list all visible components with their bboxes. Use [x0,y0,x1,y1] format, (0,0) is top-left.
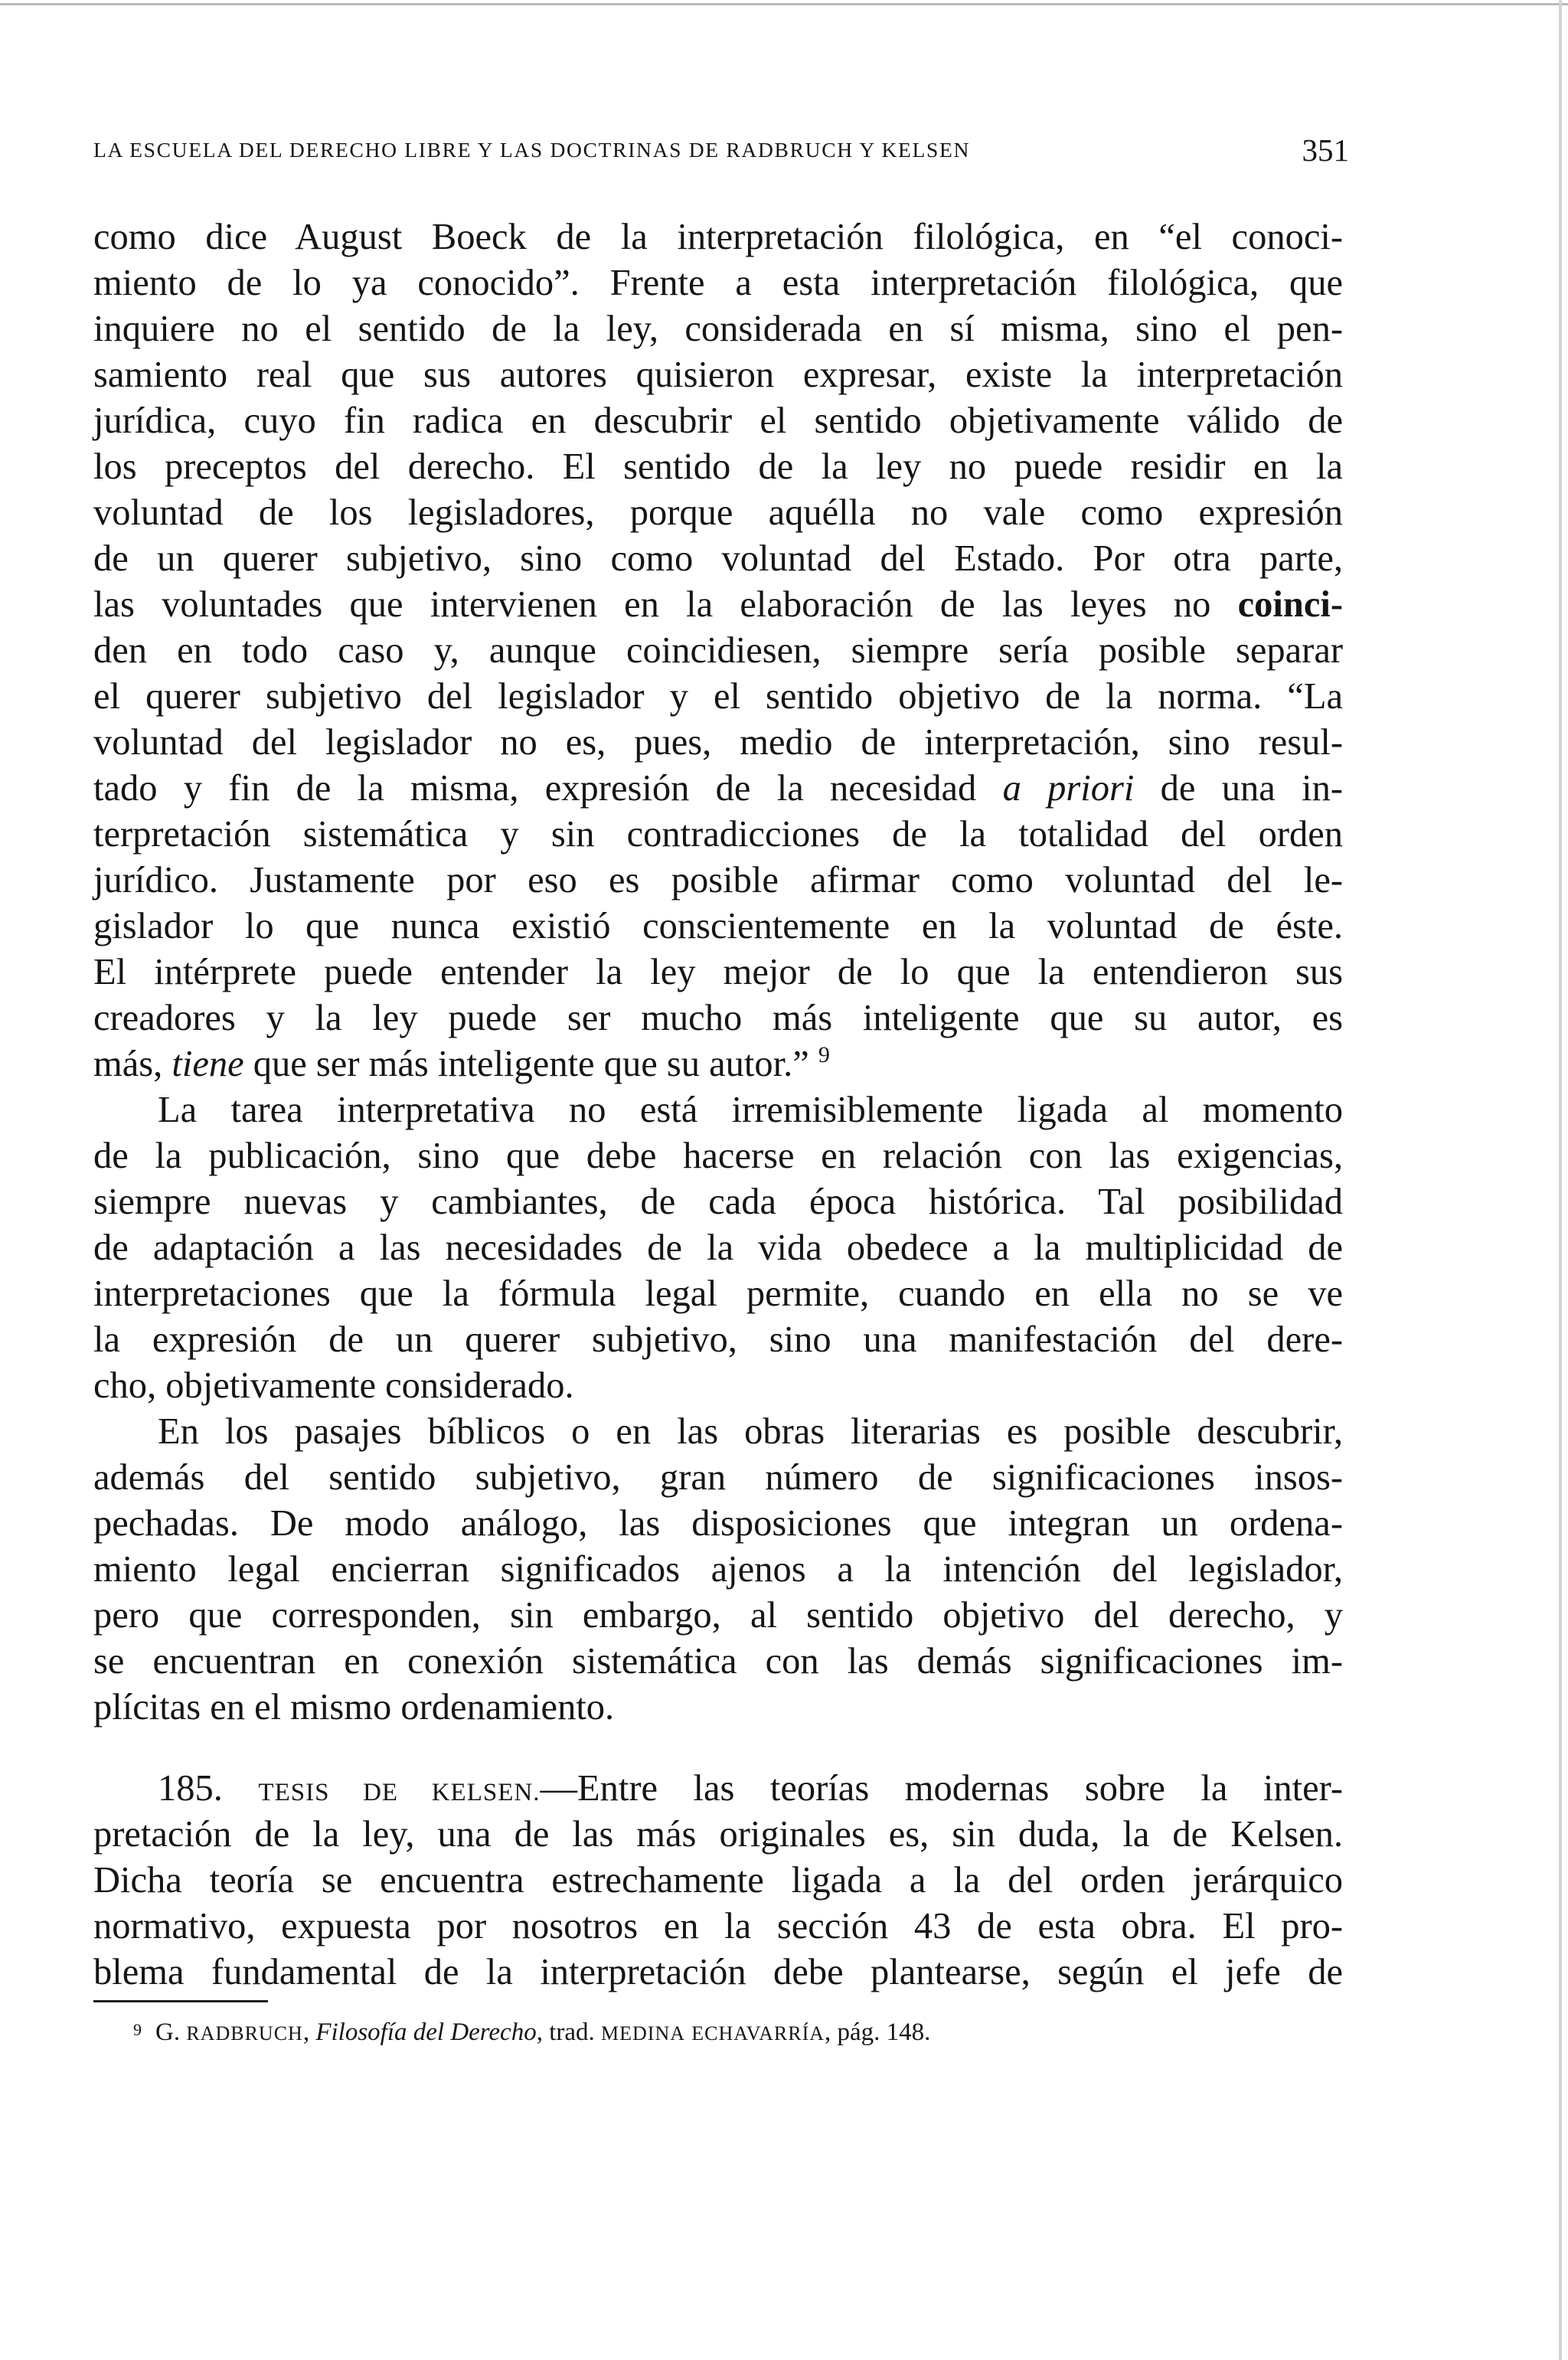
text-line: gislador lo que nunca existió conscientemente en la voluntad de éste. [93,906,1343,946]
text-line: plícitas en el mismo ordenamiento. [93,1687,615,1728]
text-line: cho, objetivamente considerado. [93,1365,574,1406]
text-line: pechadas. De modo análogo, las disposiciones que integran un ordena- [93,1503,1343,1544]
footnote-translator: ECHAVARRÍA [691,2022,825,2045]
text-line: se encuentran en conexión sistemática con las demás significaciones im- [93,1641,1343,1682]
footnote-rule [93,2000,268,2002]
text-run: de una in- [1134,768,1343,809]
text-line: samiento real que sus autores quisieron expresar, existe la interpretación [93,355,1343,395]
text-line: de adaptación a las necesidades de la vida obedece a la multiplicidad de [93,1227,1343,1268]
italic-text-run: tiene [172,1044,244,1084]
text-line: Dicha teoría se encuentra estrechamente ligada a la del orden jerárquico [93,1860,1343,1901]
text-line: den en todo caso y, aunque coincidiesen, siempre sería posible separar [93,630,1343,671]
text-line: terpretación sistemática y sin contradicciones de la totalidad del orden [93,814,1343,855]
text-line: voluntad de los legisladores, porque aquélla no vale como expresión [93,492,1343,533]
text-line: jurídica, cuyo fin radica en descubrir el sentido objetivamente válido de [93,400,1343,441]
text-line: pretación de la ley, una de las más originales es, sin duda, la de Kelsen. [93,1814,1343,1855]
text-line: miento de lo ya conocido”. Frente a esta interpretación filológica, que [93,263,1343,303]
text-line: blema fundamental de la interpretación debe plantearse, según el jefe de [93,1952,1343,1992]
running-title: LA ESCUELA DEL DERECHO LIBRE Y LAS DOCTRINAS DE RADBRUCH Y KELSEN [93,138,971,162]
text-line: voluntad del legislador no es, pues, medio de interpretación, sino resul- [93,722,1343,763]
body-text [93,214,1343,1996]
text-line: miento legal encierran significados ajenos a la intención del legislador, [93,1549,1343,1590]
footnote-reference[interactable]: 9 [818,1042,830,1067]
text-line: La tarea interpretativa no está irremisiblemente ligada al momento [158,1090,1343,1130]
text-line: inquiere no el sentido de la ley, considerada en sí misma, sino el pen- [93,309,1343,349]
scan-edge-top [0,3,1568,5]
footnote-pages: , pág. 148. [825,2018,931,2046]
footnote-separator: , trad. [536,2018,602,2046]
section-heading-line [93,1766,1343,1812]
section-title: TESIS DE KELSEN. [258,1779,541,1806]
text-line [93,766,1343,812]
footnote-translator: MEDINA [601,2022,686,2045]
page-number: 351 [1302,132,1349,168]
text-line: de la publicación, sino que debe hacerse en relación con las exigencias, [93,1136,1343,1176]
text-line [93,582,1343,628]
text-line: El intérprete puede entender la ley mejor de lo que la entendieron sus [93,952,1343,992]
text-line [93,1041,1343,1087]
section-number: 185. [158,1768,223,1809]
text-line: jurídico. Justamente por eso es posible afirmar como voluntad del le- [93,860,1343,901]
text-line: el querer subjetivo del legislador y el sentido objetivo de la norma. “La [93,676,1343,717]
scan-edge-right [1559,0,1562,2360]
text-line: creadores y la ley puede ser mucho más inteligente que su autor, es [93,998,1343,1038]
footnote-mark: 9 [133,2020,142,2039]
text-line: normativo, expuesta por nosotros en la sección 43 de esta obra. El pro- [93,1906,1343,1947]
text-run: más, [93,1044,172,1084]
text-line: pero que corresponden, sin embargo, al sentido objetivo del derecho, y [93,1595,1343,1636]
italic-text-run: a priori [1002,768,1135,809]
footnote [133,2014,930,2050]
footnote-author-initial: G. [155,2018,187,2046]
footnote-separator: , [302,2018,316,2046]
text-line: interpretaciones que la fórmula legal permite, cuando en ella no se ve [93,1273,1343,1314]
footnote-work-title: Filosofía del Derecho [315,2018,537,2046]
section-gap [93,1731,1343,1766]
text-run: —Entre las teorías modernas sobre la inter- [540,1768,1343,1809]
text-line: En los pasajes bíblicos o en las obras literarias es posible descubrir, [158,1411,1343,1452]
text-run: las voluntades que intervienen en la elaboración de las leyes no [93,584,1238,625]
text-run: tado y fin de la misma, expresión de la necesidad [93,768,1003,809]
bold-text-run: coinci- [1237,584,1343,625]
text-line: la expresión de un querer subjetivo, sino una manifestación del dere- [93,1319,1343,1360]
text-line: además del sentido subjetivo, gran número de significaciones insos- [93,1457,1343,1498]
running-header [93,132,1349,175]
footnote-author: RADBRUCH [186,2022,303,2045]
text-run: que ser más inteligente que su autor.” [243,1044,809,1084]
text-line: los preceptos del derecho. El sentido de la ley no puede residir en la [93,446,1343,487]
text-line: como dice August Boeck de la interpretación filológica, en “el conoci- [93,217,1343,257]
text-line: de un querer subjetivo, sino como voluntad del Estado. Por otra parte, [93,538,1343,579]
text-line: siempre nuevas y cambiantes, de cada época histórica. Tal posibilidad [93,1182,1343,1222]
